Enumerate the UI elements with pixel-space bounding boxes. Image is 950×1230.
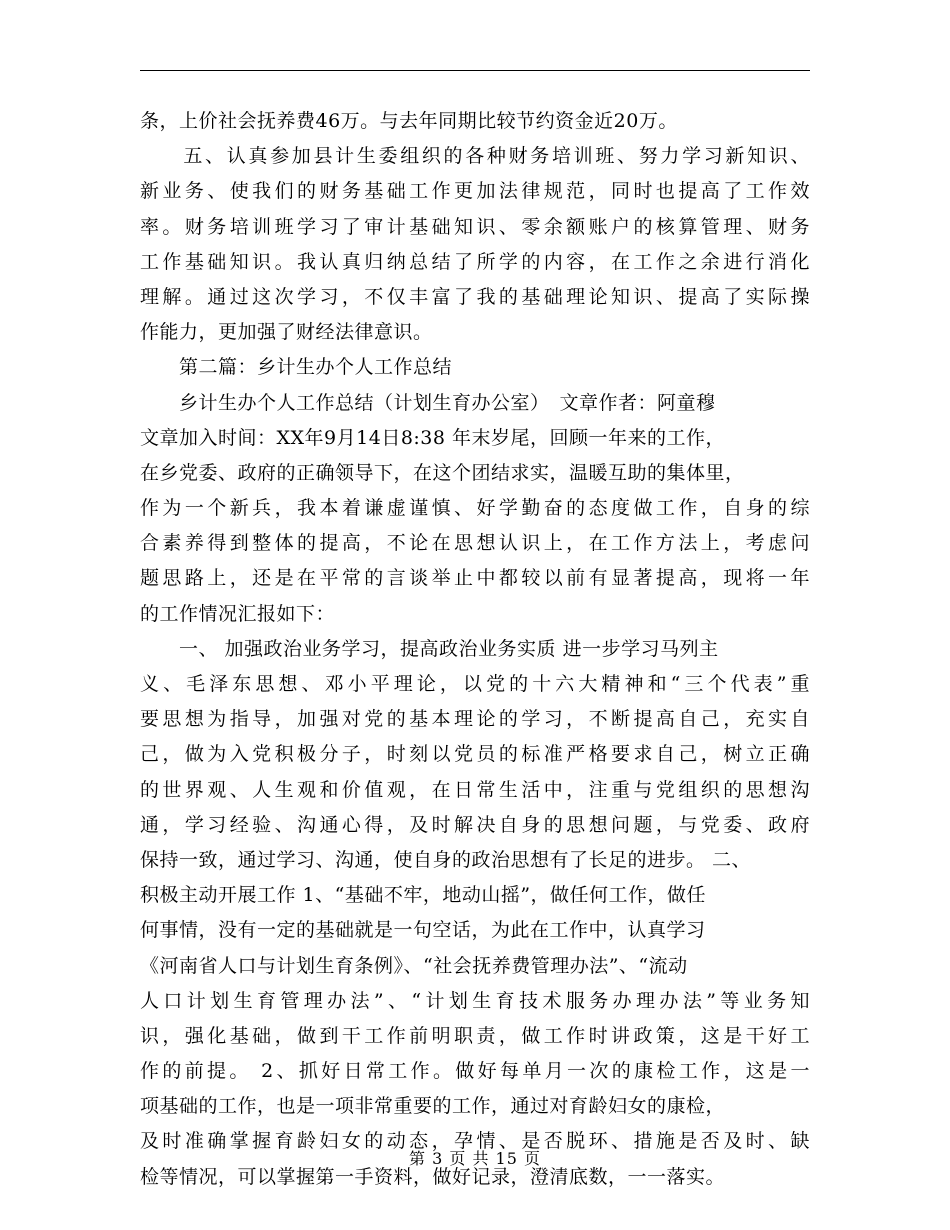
text-line: 通，学习经验、沟通心得，及时解决自身的思想问题，与党委、政府 [140, 813, 810, 836]
text-line: 及时准确掌握育龄妇女的动态，孕情、是否脱环、措施是否及时、缺 [140, 1130, 810, 1153]
text-line: 率。财务培训班学习了审计基础知识、零余额账户的核算管理、财务 [140, 215, 810, 238]
text-line: 识，强化基础，做到干工作前明职责，做工作时讲政策，这是干好工 [140, 1024, 810, 1047]
text-line: 作能力，更加强了财经法律意识。 [140, 321, 433, 344]
text-line: 的世界观、人生观和价值观，在日常生活中，注重与党组织的思想沟 [140, 778, 810, 801]
text-line: 何事情，没有一定的基础就是一句空话，为此在工作中，认真学习 [140, 919, 706, 942]
text-line: 保持一致，通过学习、沟通，使自身的政治思想有了长足的进步。 二、 [140, 848, 752, 871]
text-line: 合素养得到整体的提高，不论在思想认识上，在工作方法上，考虑问 [140, 532, 810, 555]
text-line: 《河南省人口与计划生育条例》、“社会抚养费管理办法”、“流动 [140, 954, 688, 977]
text-line: 在乡党委、政府的正确领导下，在这个团结求实，温暖互助的集体里， [140, 461, 745, 484]
text-line: 工作基础知识。我认真归纳总结了所学的内容，在工作之余进行消化 [140, 250, 810, 273]
text-line: 积极主动开展工作 1、“基础不牢，地动山摇”，做任何工作，做任 [140, 884, 707, 907]
page-footer: 第 3 页 共 15 页 [409, 1149, 541, 1168]
text-line: 五、认真参加县计生委组织的各种财务培训班、努力学习新知识、 [140, 145, 810, 168]
text-line: 作为一个新兵，我本着谦虚谨慎、好学勤奋的态度做工作，自身的综 [140, 497, 810, 520]
text-line: 题思路上，还是在平常的言谈举止中都较以前有显著提高，现将一年 [140, 567, 810, 590]
text-line: 新业务、使我们的财务基础工作更加法律规范，同时也提高了工作效 [140, 180, 810, 203]
text-line: 的工作情况汇报如下： [140, 602, 336, 625]
text-line: 检等情况，可以掌握第一手资料，做好记录，澄清底数，一一落实。 [140, 1165, 726, 1188]
text-line: 人口计划生育管理办法”、“计划生育技术服务办理办法”等业务知 [140, 989, 810, 1012]
text-line: 己，做为入党积极分子，时刻以党员的标准严格要求自己，树立正确 [140, 743, 810, 766]
header-rule [140, 70, 810, 71]
text-line: 义、毛泽东思想、邓小平理论，以党的十六大精神和“三个代表”重 [140, 673, 810, 695]
document-body [140, 104, 810, 1195]
text-line: 理解。通过这次学习，不仅丰富了我的基础理论知识、提高了实际操 [140, 285, 810, 308]
text-line: 乡计生办个人工作总结（计划生育办公室） 文章作者：阿童穆 [140, 391, 716, 414]
section-heading: 第二篇：乡计生办个人工作总结 [140, 356, 453, 379]
text-line: 要思想为指导，加强对党的基本理论的学习，不断提高自己，充实自 [140, 708, 810, 731]
text-line: 作的前提。 2、抓好日常工作。做好每单月一次的康检工作，这是一 [140, 1060, 810, 1083]
text-line: 文章加入时间：XX年9月14日8:38 年末岁尾，回顾一年来的工作， [140, 426, 726, 449]
text-line: 条，上价社会抚养费46万。与去年同期比较节约资金近20万。 [140, 110, 678, 132]
text-line: 一、 加强政治业务学习，提高政治业务实质 进一步学习马列主 [140, 637, 719, 660]
text-line: 项基础的工作，也是一项非常重要的工作，通过对育龄妇女的康检， [140, 1095, 726, 1118]
